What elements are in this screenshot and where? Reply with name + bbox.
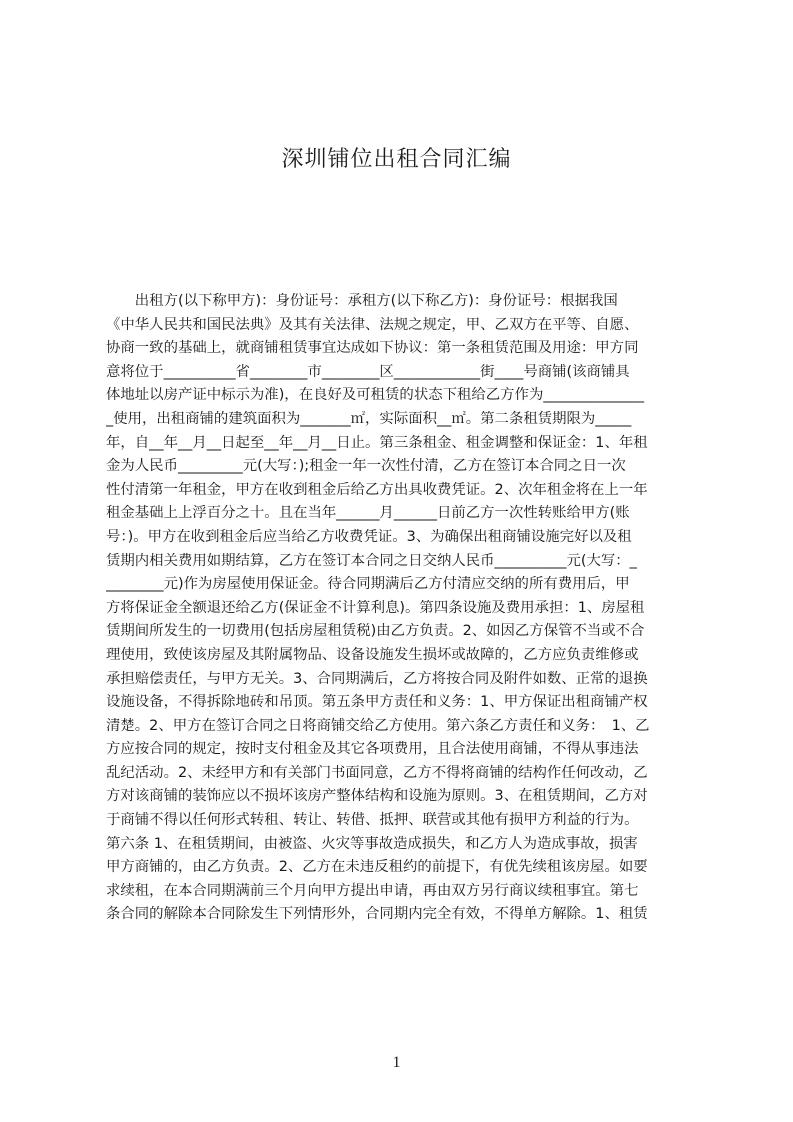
- body-line: 第六条 1、在租赁期间，由被盗、火灾等事故造成损失，和乙方人为造成事故，损害: [106, 835, 638, 852]
- body-line: 年，自__年__月__日起至__年__月__日止。第三条租金、租金调整和保证金：1、年租: [106, 434, 648, 451]
- body-line: 条合同的解除本合同除发生下列情形外，合同期内完全有效，不得单方解除。1、租赁: [106, 906, 648, 923]
- body-line: 金为人民币_________元(大写：);租金一年一次性付清，乙方在签订本合同之日一次: [106, 458, 626, 475]
- body-line: 协商一致的基础上，就商铺租赁事宜达成如下协议：第一条租赁范围及用途：甲方同: [106, 340, 639, 357]
- body-line: 设施设备，不得拆除地砖和吊顶。第五条甲方责任和义务：1、甲方保证出租商铺产权: [106, 694, 648, 711]
- contract-body: [106, 290, 693, 927]
- body-line: 体地址以房产证中标示为准)，在良好及可租赁的状态下租给乙方作为______________: [106, 387, 645, 404]
- body-line: 号：)。甲方在收到租金后应当给乙方收费凭证。3、为确保出租商铺设施完好以及租: [106, 528, 632, 545]
- body-line: 清楚。2、甲方在签订合同之日将商铺交给乙方使用。第六条乙方责任和义务： 1、乙: [106, 717, 650, 734]
- body-line: 租金基础上上浮百分之十。且在当年______月______日前乙方一次性转账给甲方(账: [106, 505, 630, 522]
- body-line: 性付清第一年租金，甲方在收到租金后给乙方出具收费凭证。2、次年租金将在上一年: [106, 481, 648, 498]
- body-line: 甲方商铺的，由乙方负责。2、乙方在未违反租约的前提下，有优先续租该房屋。如要: [106, 859, 648, 876]
- body-line: 求续租，在本合同期满前三个月向甲方提出申请，再由双方另行商议续租事宜。第七: [106, 882, 639, 899]
- body-line: 乱纪活动。2、未经甲方和有关部门书面同意，乙方不得将商铺的结构作任何改动，乙: [106, 764, 648, 781]
- body-line: 《中华人民共和国民法典》及其有关法律、法规之规定，甲、乙双方在平等、自愿、: [106, 316, 639, 333]
- page-number: 1: [392, 1054, 401, 1071]
- document-title: 深圳铺位出租合同汇编: [281, 147, 512, 172]
- body-line: 理使用，致使该房屋及其附属物品、设备设施发生损坏或故障的，乙方应负责维修或: [106, 646, 639, 663]
- body-line: 于商铺不得以任何形式转租、转让、转借、抵押、联营或其他有损甲方利益的行为。: [106, 812, 639, 829]
- body-line: _使用，出租商铺的建筑面积为_______㎡，实际面积__㎡。第二条租赁期限为_____: [106, 410, 632, 427]
- body-line: 出租方(以下称甲方)：身份证号：承租方(以下称乙方)：身份证号：根据我国: [106, 293, 618, 309]
- body-line: 意将位于__________省________市________区____________街____号商铺(该商铺具: [106, 363, 630, 380]
- body-line: 承担赔偿责任，与甲方无关。3、合同期满后，乙方将按合同及附件如数、正常的退换: [106, 670, 648, 687]
- body-line: 赁期内相关费用如期结算，乙方在签订本合同之日交纳人民币__________元(大写：_: [106, 552, 637, 569]
- body-line: 方应按合同的规定，按时支付租金及其它各项费用，且合法使用商铺，不得从事违法: [106, 741, 639, 758]
- body-line: ________元)作为房屋使用保证金。待合同期满后乙方付清应交纳的所有费用后，甲: [106, 576, 630, 593]
- body-line: 方将保证金全额退还给乙方(保证金不计算利息)。第四条设施及费用承担：1、房屋租: [106, 599, 645, 616]
- body-line: 方对该商铺的装饰应以不损坏该房产整体结构和设施为原则。3、在租赁期间，乙方对: [106, 788, 648, 805]
- body-line: 赁期间所发生的一切费用(包括房屋租赁税)由乙方负责。2、如因乙方保管不当或不合: [106, 623, 645, 640]
